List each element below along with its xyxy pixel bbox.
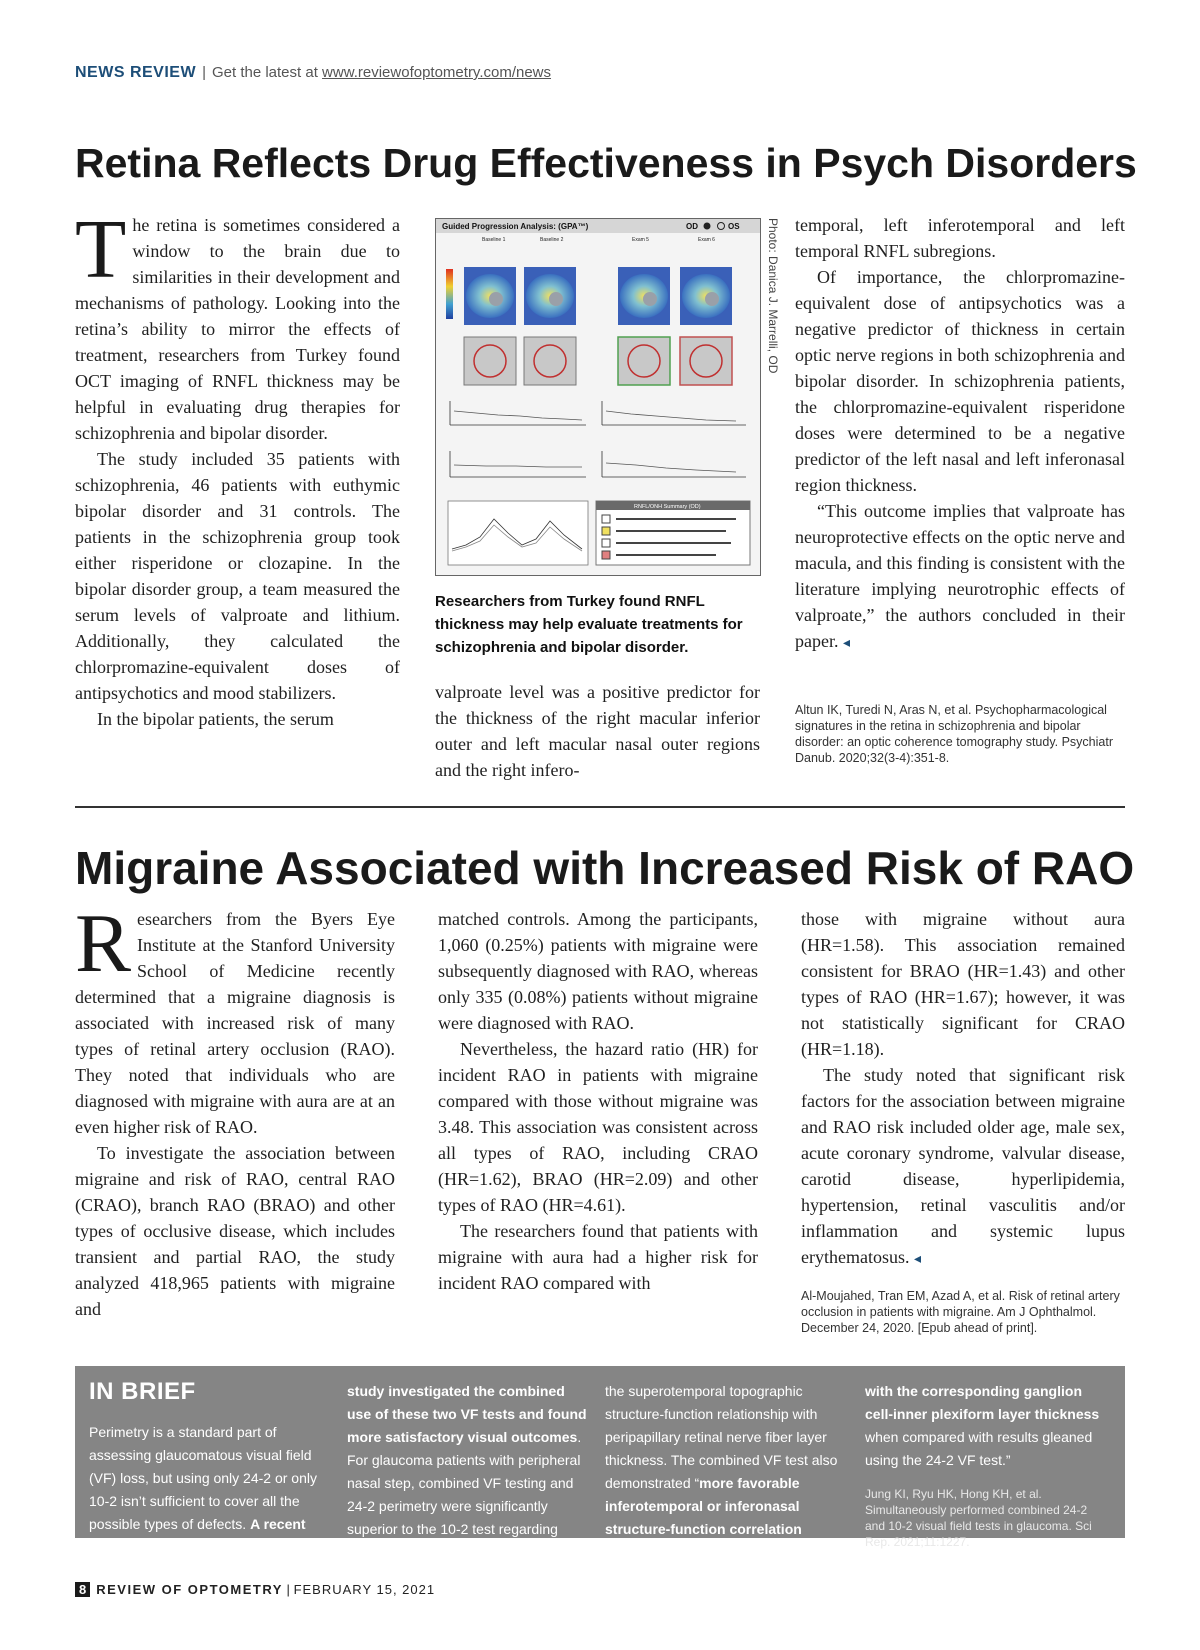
figure-caption: Researchers from Turkey found RNFL thickness may help evaluate treatments for schizophrenia and bipolar disorder. xyxy=(435,593,743,656)
article2-col3-p1: those with migraine without aura (HR=1.58). This association remained consistent for BRAO (HR=1.43) and other types of RAO (HR=1.67); however, it was not statistically significant for CRAO (HR=1.18). xyxy=(801,909,1125,1059)
oct-figure xyxy=(435,218,761,576)
figure-os-label: OS xyxy=(728,222,740,231)
in-brief-c4-text: when compared with results gleaned using the 24-2 VF test.” xyxy=(865,1429,1093,1468)
article1-col3-p3: “This outcome implies that valproate has neuroprotective effects on the optic nerve and macula, and this finding is consistent with the literature implying neurotrophic effects of valproate,” the authors concluded in their paper. xyxy=(795,501,1125,651)
od-radio-icon xyxy=(704,223,711,230)
article2-col2-p2: Nevertheless, the hazard ratio (HR) for incident RAO in patients with migraine compared with those without migraine was 3.48. This association was consistent across all types of RAO, including CRAO (HR=1.62), BRAO (HR=2.09) and other types of RAO (HR=4.61). xyxy=(438,1039,758,1215)
article2-column-2 xyxy=(438,906,758,1296)
article1-dropcap: T xyxy=(75,203,127,296)
magazine-name: REVIEW OF OPTOMETRY xyxy=(96,1582,283,1597)
in-brief-box xyxy=(75,1366,1125,1549)
in-brief-column-1 xyxy=(89,1380,329,1536)
figure-title: Guided Progression Analysis: (GPA™) xyxy=(442,222,589,231)
article1-column-1 xyxy=(75,203,400,732)
in-brief-title: IN BRIEF xyxy=(89,1378,196,1405)
figure-baseline2: Baseline 2 xyxy=(540,237,564,243)
article1-headline: Retina Reflects Drug Effectiveness in Psych Disorders xyxy=(75,140,1137,186)
article1-column-3 xyxy=(795,212,1125,657)
footer-separator: | xyxy=(286,1582,290,1597)
thickness-color-scale xyxy=(446,269,453,319)
fundus-images xyxy=(464,337,732,385)
article2-col2-p3: The researchers found that patients with migraine with aura had a higher risk for incident RAO compared with xyxy=(438,1221,758,1293)
article2-column-1 xyxy=(75,897,395,1322)
article1-citation: Altun IK, Turedi N, Aras N, et al. Psychopharmacological signatures in the retina in schizophrenia and bipolar disorder: an optic coherence tomography study. Psychiatr Danub. 2020;32(3-4):351-8. xyxy=(795,703,1113,765)
header-prefix: Get the latest at xyxy=(211,64,318,81)
article2-headline: Migraine Associated with Increased Risk of RAO xyxy=(75,842,1135,894)
summary-title: RNFL/ONH Summary (OD) xyxy=(634,504,701,510)
article2-col1-p1: esearchers from the Byers Eye Institute at the Stanford University School of Medicine recently determined that a migraine diagnosis is associated with increased risk of many types of retinal artery occlusion (RAO). They noted that individuals who are diagnosed with migraine with aura are at an even higher risk of RAO. xyxy=(75,909,395,1137)
article2-column-3 xyxy=(801,906,1125,1273)
in-brief-column-4 xyxy=(865,1380,1110,1550)
page-number: 8 xyxy=(75,1582,90,1597)
rnfl-summary-panel xyxy=(596,501,750,565)
in-brief-column-3 xyxy=(605,1380,845,1541)
in-brief-c3-text: the superotemporal topographic structure-function relationship with peripapillary retinal nerve fiber layer thickness. The combined VF test also demonstrated “ xyxy=(605,1383,838,1491)
section-label: NEWS REVIEW xyxy=(75,64,197,81)
trend-plots xyxy=(450,401,746,477)
article1-column-2 xyxy=(435,679,760,783)
in-brief-c1-text: Perimetry is a standard part of assessing glaucomatous visual field (VF) loss, but using only 24-2 or only 10-2 isn’t sufficient to cover all the possible types of defects. xyxy=(89,1424,317,1532)
article1-col3-p1: temporal, left inferotemporal and left temporal RNFL subregions. xyxy=(795,215,1125,261)
thickness-maps xyxy=(464,267,732,325)
article1-col1-p2: The study included 35 patients with schizophrenia, 46 patients with euthymic bipolar disorder and 31 controls. The patients in the schizophrenia group took either risperidone or clozapine. In the bipolar disorder group, a team measured the serum levels of valproate and lithium. Additionally, they calculated the chlorpromazine-equivalent doses of antipsychotics and mood stabilizers. xyxy=(75,449,400,703)
in-brief-column-2 xyxy=(347,1380,587,1541)
article2-citation: Al-Moujahed, Tran EM, Azad A, et al. Risk of retinal artery occlusion in patients with migraine. Am J Ophthalmol. December 24, 2020. [Epub ahead of print]. xyxy=(801,1289,1120,1335)
figure-baseline1: Baseline 1 xyxy=(482,237,506,243)
figure-od-label: OD xyxy=(686,222,698,231)
article2-dropcap: R xyxy=(75,897,132,990)
header-separator: | xyxy=(202,64,206,81)
in-brief-citation: Jung KI, Ryu HK, Hong KH, et al. Simultaneously performed combined 24-2 and 10-2 visual field tests in glaucoma. Sci Rep. 2021;11:1227. xyxy=(865,1487,1092,1549)
article1-col1-p3: In the bipolar patients, the serum xyxy=(97,709,334,729)
article1-col3-p2: Of importance, the chlorpromazine-equivalent dose of antipsychotics was a negative predictor of thickness in certain optic nerve regions in both schizophrenia and bipolar disorder. In schizophrenia patients, the chlorpromazine-equivalent risperidone doses were determined to be a negative predictor of the left nasal and left inferonasal region thickness. xyxy=(795,267,1125,495)
figure-exam5: Exam 5 xyxy=(632,237,649,243)
oct-report-image xyxy=(436,219,760,575)
in-brief-c1-bold: A recent xyxy=(250,1516,306,1532)
in-brief-c2-text: . For glaucoma patients with peripheral nasal step, combined VF testing and 24-2 perimetry were significantly superior to the 10-2 test regarding xyxy=(347,1429,582,1537)
profile-plot xyxy=(448,501,588,565)
issue-date: FEBRUARY 15, 2021 xyxy=(293,1582,436,1597)
article1-col1-p1: he retina is sometimes considered a window to the brain due to similarities in their development and mechanisms of pathology. Looking into the retina’s ability to mirror the effects of treatment, researchers from Turkey found OCT imaging of RNFL thickness may be helpful in evaluating drug therapies for schizophrenia and bipolar disorder. xyxy=(75,215,400,443)
section-divider xyxy=(75,806,1125,808)
article2-col3-p2: The study noted that significant risk factors for the association between migraine and RAO risk included older age, male sex, acute coronary syndrome, valvular disease, carotid disease, hyperlipidemia, hypertension, retinal vasculitis and/or inflammation and systemic lupus erythematosus. xyxy=(801,1065,1125,1267)
article1-col2-p1: valproate level was a positive predictor for the thickness of the right macular inferior outer and left macular nasal outer regions and the right infero- xyxy=(435,682,760,780)
photo-credit: Photo: Danica J. Marrelli, OD xyxy=(766,218,780,374)
in-brief-c4-bold: with the corresponding ganglion cell-inner plexiform layer thickness xyxy=(865,1383,1100,1422)
in-brief-c3-bold: more favorable inferotemporal or inferonasal structure-function correlation xyxy=(605,1475,802,1537)
news-link[interactable]: www.reviewofoptometry.com/news xyxy=(322,64,552,81)
end-mark-icon: ◂ xyxy=(842,636,851,651)
article2-col1-p2: To investigate the association between migraine and risk of RAO, central RAO (CRAO), branch RAO (BRAO) and other types of occlusive disease, which includes transient and partial RAO, the study analyzed 418,965 patients with migraine and xyxy=(75,1143,395,1319)
figure-exam6: Exam 6 xyxy=(698,237,715,243)
running-header xyxy=(75,64,551,82)
in-brief-c2-bold: study investigated the combined use of these two VF tests and found more satisfactory visual outcomes xyxy=(347,1383,587,1445)
page-footer xyxy=(75,1582,435,1597)
end-mark-icon: ◂ xyxy=(913,1252,922,1267)
article2-col2-p1: matched controls. Among the participants, 1,060 (0.25%) patients with migraine were subsequently diagnosed with RAO, whereas only 335 (0.08%) patients without migraine were diagnosed with RAO. xyxy=(438,909,758,1033)
